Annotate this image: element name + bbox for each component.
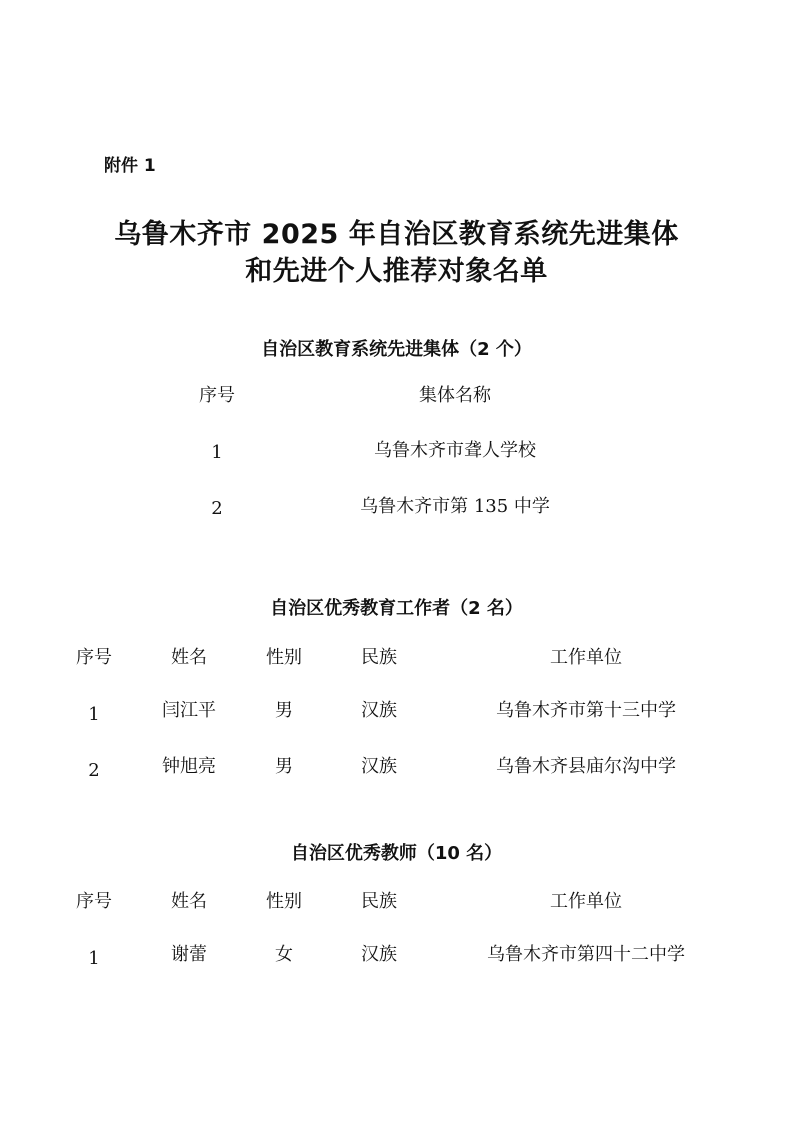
section-heading-teachers: 自治区优秀教师（10 名） <box>290 843 503 864</box>
table-header-cell: 集体名称 <box>419 385 491 406</box>
table-cell: 乌鲁木齐市聋人学校 <box>374 440 536 461</box>
table-cell: 1 <box>88 704 100 725</box>
document-title-line-2: 和先进个人推荐对象名单 <box>245 256 548 287</box>
table-header-cell: 工作单位 <box>550 647 622 668</box>
table-cell: 钟旭亮 <box>162 756 216 777</box>
table-header-cell: 性别 <box>266 647 302 668</box>
table-cell: 汉族 <box>361 700 397 721</box>
table-cell: 汉族 <box>361 756 397 777</box>
table-cell: 2 <box>88 760 100 781</box>
table-header-cell: 序号 <box>76 891 112 912</box>
section-heading-collectives: 自治区教育系统先进集体（2 个） <box>261 339 532 360</box>
table-cell: 乌鲁木齐市第十三中学 <box>496 700 676 721</box>
table-cell: 1 <box>88 948 100 969</box>
table-cell: 汉族 <box>361 944 397 965</box>
table-cell: 1 <box>211 442 223 463</box>
table-header-cell: 序号 <box>199 385 235 406</box>
table-header-cell: 序号 <box>76 647 112 668</box>
attachment-label: 附件 1 <box>104 156 156 176</box>
table-cell: 乌鲁木齐市第四十二中学 <box>487 944 685 965</box>
table-header-cell: 工作单位 <box>550 891 622 912</box>
table-header-cell: 民族 <box>361 891 397 912</box>
table-cell: 女 <box>275 944 293 965</box>
table-cell: 谢蕾 <box>171 944 207 965</box>
document-title-line-1: 乌鲁木齐市 2025 年自治区教育系统先进集体 <box>114 219 679 250</box>
table-header-cell: 民族 <box>361 647 397 668</box>
table-cell: 2 <box>211 498 223 519</box>
table-header-cell: 性别 <box>266 891 302 912</box>
table-header-cell: 姓名 <box>171 891 207 912</box>
table-cell: 乌鲁木齐县庙尔沟中学 <box>496 756 676 777</box>
table-cell: 乌鲁木齐市第 135 中学 <box>360 496 550 517</box>
table-cell: 男 <box>275 756 293 777</box>
table-cell: 男 <box>275 700 293 721</box>
section-heading-education-workers: 自治区优秀教育工作者（2 名） <box>270 598 523 619</box>
table-cell: 闫江平 <box>162 700 216 721</box>
table-header-cell: 姓名 <box>171 647 207 668</box>
